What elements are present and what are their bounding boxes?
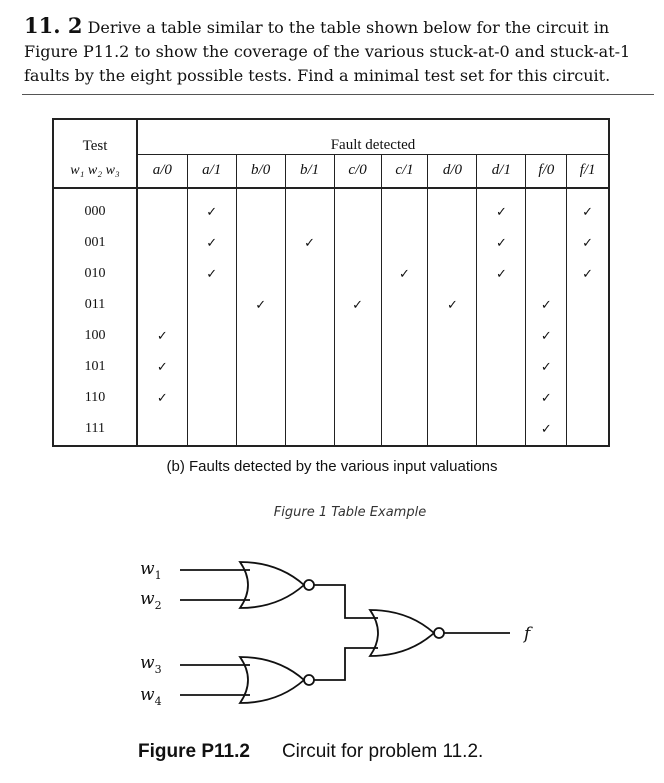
input-label-w1: $w_1$: [140, 559, 162, 582]
empty-cell: [334, 321, 381, 352]
nor-gate-upper: [240, 562, 304, 608]
table-header-row: [53, 119, 609, 155]
empty-cell: [526, 259, 567, 290]
column-header-d-1: d/1: [477, 155, 526, 188]
empty-cell: [285, 414, 334, 446]
column-header-c-0: c/0: [334, 155, 381, 188]
input-label-w4: $w_4$: [140, 685, 162, 708]
empty-cell: [236, 259, 285, 290]
check-mark-icon: ✓: [236, 290, 285, 321]
check-mark-icon: ✓: [526, 290, 567, 321]
empty-cell: [526, 228, 567, 259]
table-row: [53, 352, 609, 383]
empty-cell: [285, 321, 334, 352]
test-header: Test: [53, 119, 137, 155]
check-mark-icon: ✓: [477, 228, 526, 259]
output-label-f: f: [524, 624, 531, 644]
test-value: 000: [53, 188, 137, 228]
check-mark-icon: ✓: [526, 321, 567, 352]
empty-cell: [236, 352, 285, 383]
column-header-d-0: d/0: [428, 155, 477, 188]
empty-cell: [187, 352, 236, 383]
table-caption: (b) Faults detected by the various input valuations: [166, 458, 498, 475]
empty-cell: [567, 414, 609, 446]
input-label-w3: $w_3$: [140, 653, 162, 676]
fault-detected-header: Fault detected: [137, 119, 609, 155]
empty-cell: [477, 352, 526, 383]
figure-p-title: Circuit for problem 11.2.: [281, 741, 484, 762]
empty-cell: [285, 259, 334, 290]
check-mark-icon: ✓: [381, 259, 428, 290]
empty-cell: [567, 321, 609, 352]
empty-cell: [477, 321, 526, 352]
empty-cell: [381, 321, 428, 352]
check-mark-icon: ✓: [137, 321, 187, 352]
column-header-a-0: a/0: [137, 155, 187, 188]
nor-bubble-upper: [304, 580, 314, 590]
empty-cell: [428, 321, 477, 352]
table-row: [53, 188, 609, 228]
column-header-b-0: b/0: [236, 155, 285, 188]
empty-cell: [381, 383, 428, 414]
check-mark-icon: ✓: [285, 228, 334, 259]
input-label-w2: $w_2$: [140, 589, 162, 612]
fault-table: [52, 118, 610, 447]
check-mark-icon: ✓: [137, 352, 187, 383]
table-row: [53, 321, 609, 352]
empty-cell: [187, 383, 236, 414]
nor-bubble-lower: [304, 675, 314, 685]
table-row: [53, 414, 609, 446]
check-mark-icon: ✓: [582, 266, 594, 282]
input-vars-header: w₁ w₂ w₃: [53, 155, 137, 188]
check-mark-icon: ✓: [428, 290, 477, 321]
problem-text: Derive a table similar to the table shown below for the circuit in Figure P11.2 to show the coverage of the various stuck-at-0 and stuck-at-1 faults by the eight possible tests. Find a minimal test set for this circuit.: [24, 18, 631, 85]
empty-cell: [236, 228, 285, 259]
column-header-b-1: b/1: [285, 155, 334, 188]
empty-cell: [187, 321, 236, 352]
empty-cell: [381, 414, 428, 446]
empty-cell: [381, 352, 428, 383]
empty-cell: [137, 290, 187, 321]
empty-cell: [137, 228, 187, 259]
column-header-a-1: a/1: [187, 155, 236, 188]
empty-cell: [381, 290, 428, 321]
check-mark-icon: ✓: [526, 414, 567, 446]
empty-cell: [334, 259, 381, 290]
circuit-diagram: [0, 540, 664, 735]
empty-cell: [334, 383, 381, 414]
test-value: 011: [53, 290, 137, 321]
empty-cell: [285, 290, 334, 321]
empty-cell: [285, 352, 334, 383]
figure-p-caption: [138, 741, 483, 763]
figure-p-number: Figure P11.2: [138, 741, 250, 762]
empty-cell: [187, 414, 236, 446]
empty-cell: [334, 352, 381, 383]
column-header-c-1: c/1: [381, 155, 428, 188]
table-row: [53, 290, 609, 321]
empty-cell: [285, 383, 334, 414]
nor-gate-output: [370, 610, 434, 656]
empty-cell: [428, 352, 477, 383]
wire-lower-to-output: [314, 648, 378, 680]
figure-1-label: Figure 1 Table Example: [273, 505, 427, 520]
empty-cell: [381, 188, 428, 228]
wire-upper-to-output: [314, 585, 378, 618]
empty-cell: [334, 414, 381, 446]
empty-cell: [236, 188, 285, 228]
check-mark-icon: ✓: [582, 235, 594, 251]
column-header-f-1: f/1: [567, 155, 609, 188]
empty-cell: [567, 383, 609, 414]
empty-cell: [381, 228, 428, 259]
empty-cell: [567, 352, 609, 383]
empty-cell: [567, 290, 609, 321]
test-value: 110: [53, 383, 137, 414]
test-value: 101: [53, 352, 137, 383]
test-value: 111: [53, 414, 137, 446]
check-mark-icon: ✓: [187, 228, 236, 259]
test-value: 100: [53, 321, 137, 352]
problem-number: 11. 2: [24, 13, 83, 38]
check-mark-icon: ✓: [526, 352, 567, 383]
nor-bubble-output: [434, 628, 444, 638]
check-mark-icon: ✓: [526, 383, 567, 414]
table-row: [53, 228, 609, 259]
empty-cell: [477, 414, 526, 446]
empty-cell: [428, 228, 477, 259]
problem-statement: [24, 14, 654, 88]
check-mark-icon: ✓: [477, 259, 526, 290]
empty-cell: [137, 414, 187, 446]
table-body: [53, 188, 609, 446]
empty-cell: [187, 290, 236, 321]
empty-cell: [428, 414, 477, 446]
column-header-f-0: f/0: [526, 155, 567, 188]
empty-cell: [526, 188, 567, 228]
check-mark-icon: ✓: [334, 290, 381, 321]
empty-cell: [477, 383, 526, 414]
table-row: [53, 259, 609, 290]
check-mark-icon: ✓: [137, 383, 187, 414]
divider: [22, 94, 654, 95]
empty-cell: [137, 188, 187, 228]
check-mark-icon: ✓: [477, 188, 526, 228]
column-header-row: [53, 155, 609, 188]
check-mark-icon: ✓: [582, 204, 594, 220]
empty-cell: [236, 383, 285, 414]
empty-cell: [428, 188, 477, 228]
empty-cell: [285, 188, 334, 228]
empty-cell: [477, 290, 526, 321]
empty-cell: [236, 414, 285, 446]
check-mark-icon: ✓: [187, 259, 236, 290]
nor-gate-lower: [240, 657, 304, 703]
empty-cell: [137, 259, 187, 290]
check-mark-icon: ✓: [187, 188, 236, 228]
test-value: 001: [53, 228, 137, 259]
empty-cell: [334, 228, 381, 259]
test-value: 010: [53, 259, 137, 290]
empty-cell: [428, 259, 477, 290]
empty-cell: [428, 383, 477, 414]
table-row: [53, 383, 609, 414]
empty-cell: [236, 321, 285, 352]
empty-cell: [334, 188, 381, 228]
